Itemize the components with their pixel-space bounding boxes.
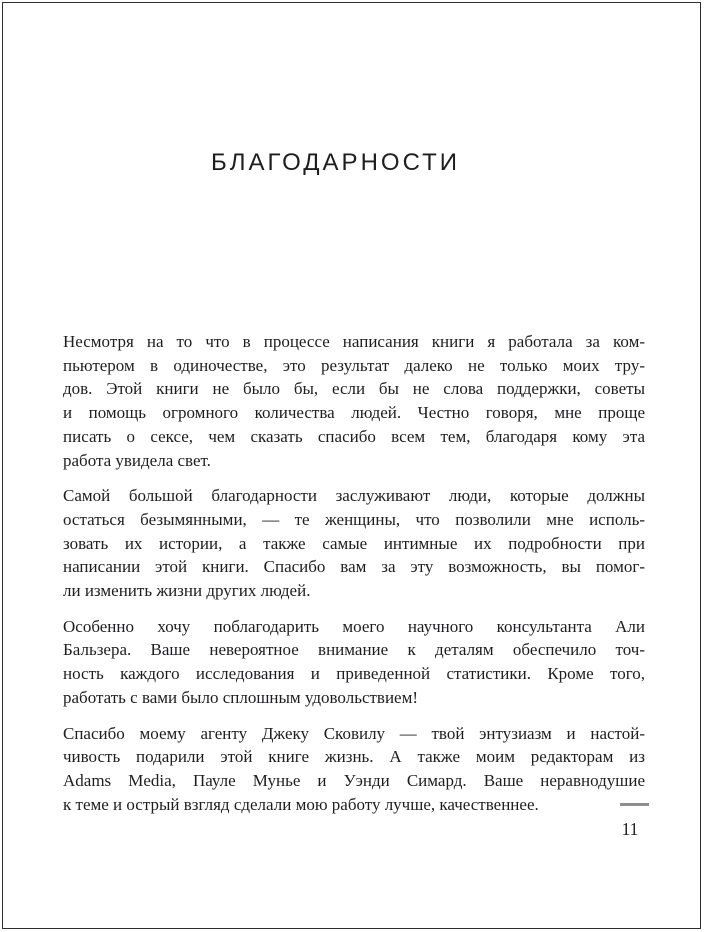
text-line: пьютером в одиночестве, это результат далеко не только моих тру- — [63, 355, 645, 375]
text-line: Adams Media, Пауле Мунье и Уэнди Симард. Ваше неравнодушие — [63, 770, 645, 790]
footer-rule — [620, 803, 649, 806]
text-line: Особенно хочу поблагодарить моего научного консультанта Али — [63, 616, 645, 636]
text-line: написании этой книги. Спасибо вам за эту возможность, вы помог- — [63, 557, 645, 577]
text-line: дов. Этой книги не было бы, если бы не слова поддержки, советы — [63, 379, 645, 399]
text-line: остаться безымянными, — те женщины, что позволили мне исполь- — [63, 509, 645, 529]
text-line: Самой большой благодарности заслуживают люди, которые должны — [63, 486, 645, 506]
page-content — [63, 330, 645, 828]
text-line: писать о сексе, чем сказать спасибо всем тем, благодаря кому эта — [63, 426, 645, 446]
text-line: и помощь огромного количества людей. Честно говоря, мне проще — [63, 403, 645, 423]
text-line: Спасибо моему агенту Джеку Сковилу — твой энтузиазм и настой- — [63, 723, 645, 743]
paragraph — [63, 615, 645, 710]
text-line: чивость подарили этой книге жизнь. А также моим редакторам из — [63, 747, 645, 767]
text-line: работа увидела свет. — [63, 450, 211, 470]
text-line: зовать их истории, а также самые интимные их подробности при — [63, 533, 645, 553]
text-line: работать с вами было сплошным удовольствием! — [63, 687, 419, 707]
page-number: 11 — [621, 819, 639, 839]
text-line: к теме и острый взгляд сделали мою работу лучше, качественнее. — [63, 794, 539, 814]
paragraph — [63, 330, 645, 472]
text-line: ность каждого исследования и приведенной статистики. Кроме того, — [63, 664, 645, 684]
paragraph — [63, 484, 645, 603]
text-line: ли изменить жизни других людей. — [63, 581, 311, 601]
text-line: Бальзера. Ваше невероятное внимание к деталям обеспечило точ- — [63, 640, 645, 660]
text-line: Несмотря на то что в процессе написания книги я работала за ком- — [63, 332, 645, 351]
chapter-title: БЛАГОДАРНОСТИ — [211, 149, 461, 176]
paragraph — [63, 722, 645, 817]
